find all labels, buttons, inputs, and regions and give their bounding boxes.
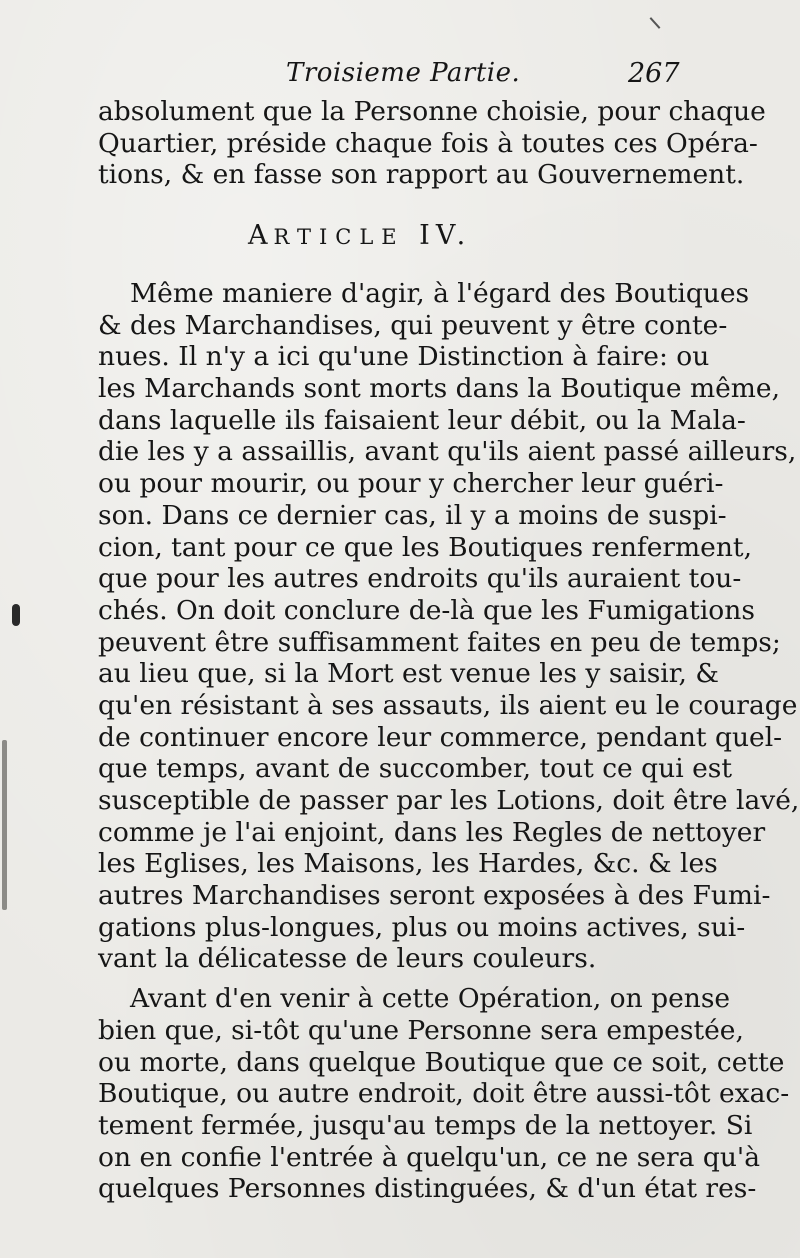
text-line: tions, & en fasse son rapport au Gouvernement.	[98, 159, 745, 191]
ink-blot	[12, 604, 20, 626]
article-heading	[248, 220, 471, 251]
text-line: son. Dans ce dernier cas, il y a moins de suspi-	[98, 499, 727, 531]
page-header	[286, 58, 686, 94]
text-line: bien que, si-tôt qu'une Personne sera empestée,	[98, 1014, 744, 1046]
article-heading-small-caps: RTICLE	[273, 225, 405, 249]
text-line: cion, tant pour ce que les Boutiques renferment,	[98, 531, 752, 563]
text-line: die les y a assaillis, avant qu'ils aient passé ailleurs,	[98, 436, 797, 468]
text-line: ou pour mourir, ou pour y chercher leur guéri-	[98, 468, 724, 500]
corner-mark	[650, 17, 661, 29]
text-line: Boutique, ou autre endroit, doit être aussi-tôt exac-	[98, 1078, 790, 1110]
text-line: on en confie l'entrée à quelqu'un, ce ne sera qu'à	[98, 1141, 760, 1173]
binding-shadow	[2, 740, 7, 910]
article-heading-lead: A	[248, 220, 274, 251]
page-number: 267	[628, 58, 680, 89]
text-line: Quartier, préside chaque fois à toutes ces Opéra-	[98, 127, 758, 159]
text-line: dans laquelle ils faisaient leur débit, ou la Mala-	[98, 404, 746, 436]
text-line: au lieu que, si la Mort est venue les y saisir, &	[98, 658, 719, 690]
text-line: les Marchands sont morts dans la Boutique même,	[98, 373, 781, 405]
text-line: susceptible de passer par les Lotions, doit être lavé,	[98, 785, 800, 816]
running-title: Troisieme Partie.	[286, 58, 521, 88]
text-line: chés. On doit conclure de-là que les Fumigations	[98, 594, 755, 626]
text-line: tement fermée, jusqu'au temps de la nettoyer. Si	[98, 1109, 753, 1141]
text-line: nues. Il n'y a ici qu'une Distinction à faire: ou	[98, 341, 710, 373]
text-line: vant la délicatesse de leurs couleurs.	[98, 943, 597, 975]
text-line: que pour les autres endroits qu'ils auraient tou-	[98, 563, 742, 595]
text-line: ou morte, dans quelque Boutique que ce soit, cette	[98, 1046, 785, 1078]
text-line: gations plus-longues, plus ou moins actives, sui-	[98, 911, 746, 943]
text-line: peuvent être suffisamment faites en peu de temps;	[98, 626, 781, 658]
text-line: que temps, avant de succomber, tout ce qui est	[98, 753, 733, 785]
text-line: quelques Personnes distinguées, & d'un état res-	[98, 1173, 757, 1205]
text-line: comme je l'ai enjoint, dans les Regles de nettoyer	[98, 816, 766, 848]
text-line: absolument que la Personne choisie, pour chaque	[98, 96, 766, 127]
text-line: qu'en résistant à ses assauts, ils aient eu le courage	[98, 689, 798, 721]
text-line: de continuer encore leur commerce, pendant quel-	[98, 721, 783, 753]
text-line: & des Marchandises, qui peuvent y être conte-	[98, 309, 728, 341]
article-body	[98, 278, 800, 1205]
text-line: Avant d'en venir à cette Opération, on pense	[130, 983, 731, 1015]
continuation-text	[98, 96, 766, 191]
text-line: les Eglises, les Maisons, les Hardes, &c. & les	[98, 848, 718, 880]
text-line: autres Marchandises seront exposées à des Fumi-	[98, 880, 771, 912]
text-line: Même maniere d'agir, à l'égard des Boutiques	[130, 278, 750, 309]
article-heading-numeral: IV.	[404, 220, 472, 251]
